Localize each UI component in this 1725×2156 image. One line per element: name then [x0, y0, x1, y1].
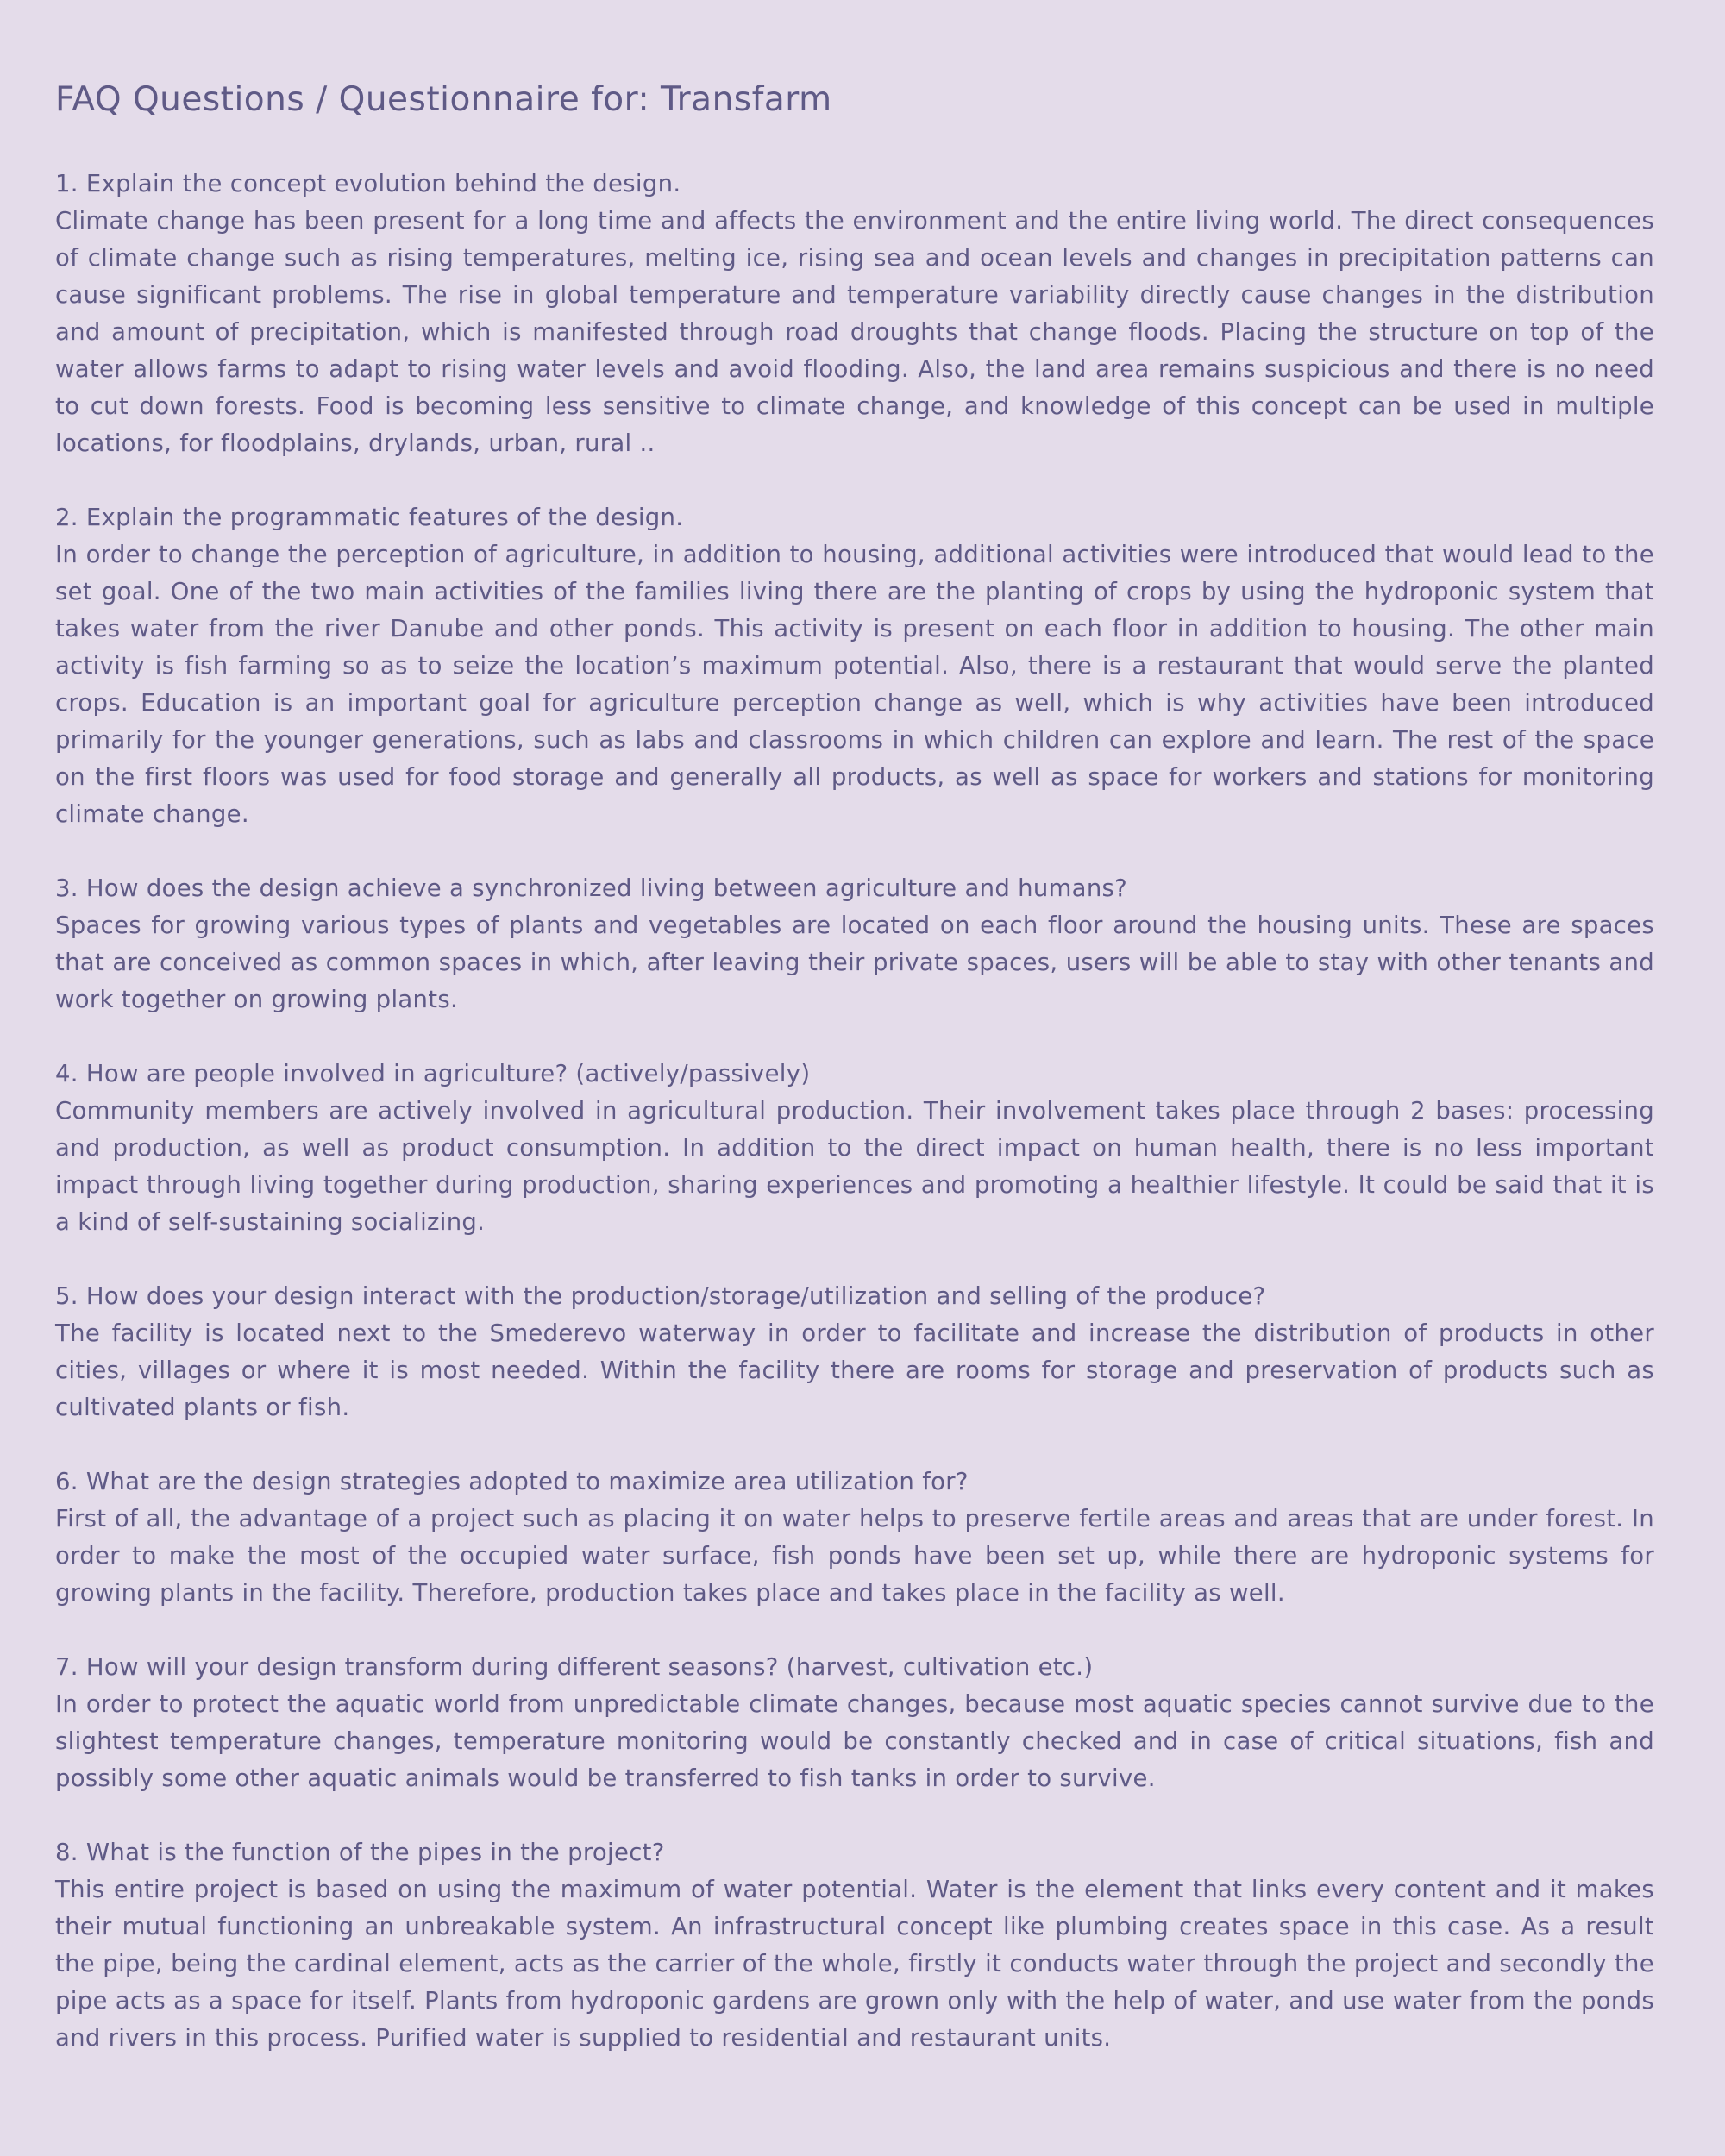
faq-answer: This entire project is based on using the maximum of water potential. Water is the element that links every content and it makes their mutual functioning an unbreakable system. An infrastructural concept like plumbing creates space in this case. As a result the pipe, being the cardinal element, acts as the carrier of the whole, firstly it conducts water through the project and secondly the pipe acts as a space for itself. Plants from hydroponic gardens are grown only with the help of water, and use water from the ponds and rivers in this process. Purified water is supplied to residential and restaurant units.	[55, 1876, 1654, 2052]
faq-answer: The facility is located next to the Smederevo waterway in order to facilitate and increase the distribution of products in other cities, villages or where it is most needed. Within the facility there are rooms for storage and preservation of products such as cultivated plants or fish.	[55, 1319, 1654, 1421]
faq-answer: Climate change has been present for a long time and affects the environment and the entire living world. The direct consequences of climate change such as rising temperatures, melting ice, rising sea and ocean levels and changes in precipitation patterns can cause significant problems. The rise in global temperature and temperature variability directly cause changes in the distribution and amount of precipitation, which is manifested through road droughts that change floods. Placing the structure on top of the water allows farms to adapt to rising water levels and avoid flooding. Also, the land area remains suspicious and there is no need to cut down forests. Food is becoming less sensitive to climate change, and knowledge of this concept can be used in multiple locations, for floodplains, drylands, urban, rural ..	[55, 207, 1654, 457]
faq-answer: In order to protect the aquatic world from unpredictable climate changes, because most aquatic species cannot survive due to the slightest temperature changes, temperature monitoring would be constantly checked and in case of critical situations, fish and possibly some other aquatic animals would be transferred to fish tanks in order to survive.	[55, 1690, 1654, 1792]
faq-list	[55, 166, 1654, 2057]
faq-item-8	[55, 1834, 1654, 2057]
faq-question: 6. What are the design strategies adopted to maximize area utilization for?	[55, 1468, 969, 1495]
faq-question: 8. What is the function of the pipes in the project?	[55, 1839, 665, 1866]
faq-question: 7. How will your design transform during different seasons? (harvest, cultivation etc.)	[55, 1653, 1094, 1681]
faq-answer: Spaces for growing various types of plants and vegetables are located on each floor around the housing units. These are spaces that are conceived as common spaces in which, after leaving their private spaces, users will be able to stay with other tenants and work together on growing plants.	[55, 912, 1654, 1013]
faq-item-5	[55, 1278, 1654, 1426]
faq-question: 5. How does your design interact with the production/storage/utilization and selling of the produce?	[55, 1282, 1266, 1310]
faq-item-1	[55, 166, 1654, 462]
faq-question: 1. Explain the concept evolution behind the design.	[55, 170, 681, 197]
faq-item-2	[55, 499, 1654, 833]
faq-answer: Community members are actively involved in agricultural production. Their involvement takes place through 2 bases: processing and production, as well as product consumption. In addition to the direct impact on human health, there is no less important impact through living together during production, sharing experiences and promoting a healthier lifestyle. It could be said that it is a kind of self-sustaining socializing.	[55, 1097, 1654, 1236]
faq-question: 2. Explain the programmatic features of the design.	[55, 504, 684, 531]
faq-answer: First of all, the advantage of a project such as placing it on water helps to preserve fertile areas and areas that are under forest. In order to make the most of the occupied water surface, fish ponds have been set up, while there are hydroponic systems for growing plants in the facility. Therefore, production takes place and takes place in the facility as well.	[55, 1505, 1654, 1607]
faq-item-3	[55, 870, 1654, 1018]
faq-item-7	[55, 1649, 1654, 1797]
faq-answer: In order to change the perception of agriculture, in addition to housing, additional activities were introduced that would lead to the set goal. One of the two main activities of the families living there are the planting of crops by using the hydroponic system that takes water from the river Danube and other ponds. This activity is present on each floor in addition to housing. The other main activity is fish farming so as to seize the location’s maximum potential. Also, there is a restaurant that would serve the planted crops. Education is an important goal for agriculture perception change as well, which is why activities have been introduced primarily for the younger generations, such as labs and classrooms in which children can explore and learn. The rest of the space on the first floors was used for food storage and generally all products, as well as space for workers and stations for monitoring climate change.	[55, 541, 1654, 828]
faq-item-6	[55, 1463, 1654, 1612]
faq-question: 3. How does the design achieve a synchronized living between agriculture and humans?	[55, 874, 1128, 902]
faq-question: 4. How are people involved in agriculture? (actively/passively)	[55, 1060, 811, 1087]
page-title: FAQ Questions / Questionnaire for: Transfarm	[55, 80, 832, 119]
faq-item-4	[55, 1056, 1654, 1241]
